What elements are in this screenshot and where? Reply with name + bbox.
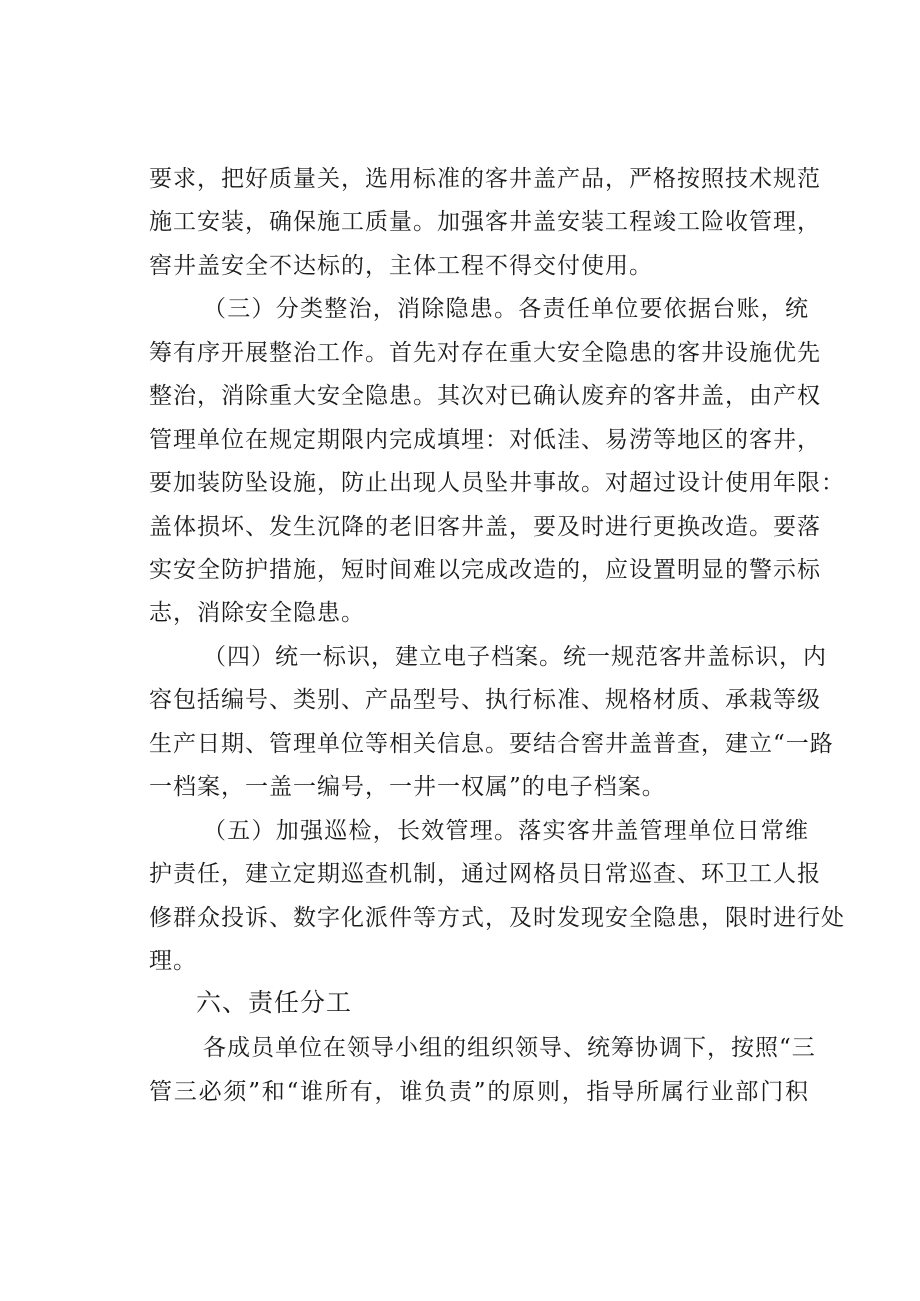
subsection-4-heading-line: （四）统一标识，建立电子档案。统一规范客井盖标识，内 — [203, 644, 827, 670]
body-line-8: 要加装防坠设施，防止出现人员坠井事故。对超过设计使用年限： — [149, 470, 845, 496]
body-line-6: 整治，消除重大安全隐患。其次对已确认废弃的客井盖，由产权 — [149, 383, 821, 409]
body-line-7: 管理单位在规定期限内完成填埋：对低洼、易涝等地区的客井， — [149, 427, 821, 453]
tail-line-1: 各成员单位在领导小组的组织领导、统筹协调下，按照“三 — [203, 1035, 816, 1061]
body-line-18: 修群众投诉、数字化派件等方式，及时发现安全隐患，限时进行处 — [149, 905, 845, 931]
subsection-3-heading-line: （三）分类整治，消除隐患。各责任单位要依据台账，统 — [203, 296, 809, 322]
body-line-11: 志，消除安全隐患。 — [149, 600, 365, 626]
body-line-10: 实安全防护措施，短时间难以完成改造的，应设置明显的警示标 — [149, 557, 821, 583]
body-line-1: 要求，把好质量关，选用标准的客井盖产品，严格按照技术规范 — [149, 166, 821, 192]
subsection-5-heading-line: （五）加强巡检，长效管理。落实客井盖管理单位日常维 — [203, 818, 809, 844]
body-line-3: 窖井盖安全不达标的，主体工程不得交付使用。 — [149, 253, 653, 279]
body-line-9: 盖体损坏、发生沉降的老旧客井盖，要及时进行更换改造。要落 — [149, 514, 821, 540]
body-line-17: 护责任，建立定期巡查机制，通过网格员日常巡查、环卫工人报 — [149, 861, 821, 887]
body-line-13: 容包括编号、类别、产品型号、执行标准、规格材质、承栽等级 — [149, 687, 821, 713]
body-line-2: 施工安装，确保施工质量。加强客井盖安装工程竣工险收管理， — [149, 209, 821, 235]
body-line-14: 生产日期、管理单位等相关信息。要结合窖井盖普查，建立“一路 — [149, 731, 834, 757]
body-line-5: 筹有序开展整治工作。首先对存在重大安全隐患的客井设施优先 — [149, 340, 821, 366]
body-line-15: 一档案，一盖一编号，一井一权属”的电子档案。 — [149, 774, 666, 800]
tail-line-2: 管三必须”和“谁所有，谁负责”的原则，指导所属行业部门积 — [149, 1079, 809, 1105]
body-line-19: 理。 — [149, 948, 197, 974]
section-heading: 六、责任分工 — [196, 988, 353, 1017]
